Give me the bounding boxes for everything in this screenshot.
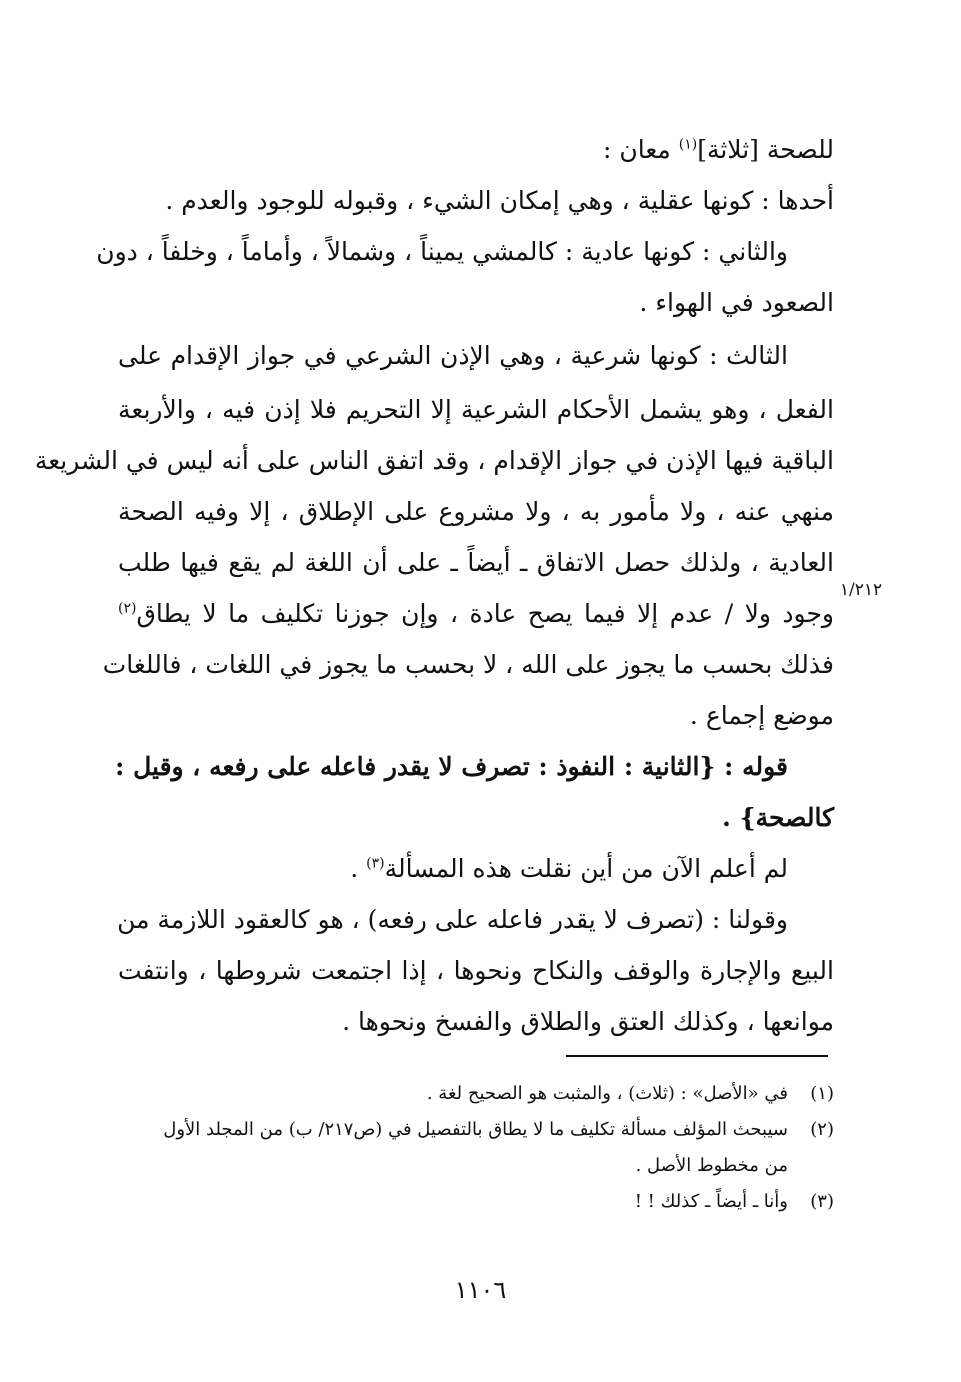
text-line: موضع إجماع . [689,701,834,730]
text-line: البيع والإجارة والوقف والنكاح ونحوها ، إذا اجتمعت شروطها ، وانتفت [118,956,834,985]
text-line: وقولنا : (تصرف لا يقدر فاعله على رفعه) ، هو كالعقود اللازمة من [117,905,788,934]
footnotes [118,1076,834,1220]
text-line: والثاني : كونها عادية : كالمشي يميناً ، وشمالاً ، وأماماً ، وخلفاً ، دون [96,237,788,266]
text-line: الثالث : كونها شرعية ، وهي الإذن الشرعي في جواز الإقدام على [118,341,788,370]
footnote-item [118,1112,834,1184]
text-line: للصحة [ثلاثة]$^{(١)}$ معان : [602,135,834,164]
text-line: لم أعلم الآن من أين نقلت هذه المسألة$^{(٣)}$ . [350,854,788,883]
footnote-number: (٢) [810,1119,834,1140]
text-line: وجود ولا / عدم إلا فيما يصح عادة ، وإن جوزنا تكليف ما لا يطاق$^{(٢)}$ [118,599,834,628]
text-line: العادية ، ولذلك حصل الاتفاق ـ أيضاً ـ على أن اللغة لم يقع فيها طلب [118,548,834,577]
footnote-text: سيبحث المؤلف مسألة تكليف ما لا يطاق بالتفصيل في (ص٢١٧/ ب) من المجلد الأول من مخطوط الأصل . [163,1119,788,1176]
main-text [34,124,834,1047]
footnote-text: وأنا ـ أيضاً ـ كذلك ! ! [634,1191,788,1212]
text-line: منهي عنه ، ولا مأمور به ، ولا مشروع على الإطلاق ، إلا وفيه الصحة [118,497,834,526]
footnote-divider [566,1055,828,1057]
manuscript-folio-reference: ١/٢١٢ [839,580,883,600]
text-line: قوله : {الثانية : النفوذ : تصرف لا يقدر فاعله على رفعه ، وقيل : [115,752,788,781]
footnote-ref[interactable]: (٣) [366,855,385,872]
footnote-ref[interactable]: (١) [678,136,698,153]
text-line: الصعود في الهواء . [639,288,834,317]
footnote-item [118,1184,834,1220]
footnote-item [118,1076,834,1112]
page-number: ١١٠٦ [454,1276,507,1304]
text-line: كالصحة} . [722,803,834,832]
footnote-ref[interactable]: (٢) [118,600,137,617]
footnote-number: (٣) [810,1191,834,1212]
footnote-text: في «الأصل» : (ثلاث) ، والمثبت هو الصحيح لغة . [426,1083,788,1104]
text-line: موانعها ، وكذلك العتق والطلاق والفسخ ونحوها . [342,1007,834,1036]
text-line: الفعل ، وهو يشمل الأحكام الشرعية إلا التحريم فلا إذن فيه ، والأربعة [118,395,834,424]
text-line: أحدها : كونها عقلية ، وهي إمكان الشيء ، وقبوله للوجود والعدم . [165,186,834,215]
text-line: الباقية فيها الإذن في جواز الإقدام ، وقد اتفق الناس على أنه ليس في الشريعة [34,446,834,475]
footnote-number: (١) [810,1083,834,1104]
text-line: فذلك بحسب ما يجوز على الله ، لا بحسب ما يجوز في اللغات ، فاللغات [102,650,834,679]
